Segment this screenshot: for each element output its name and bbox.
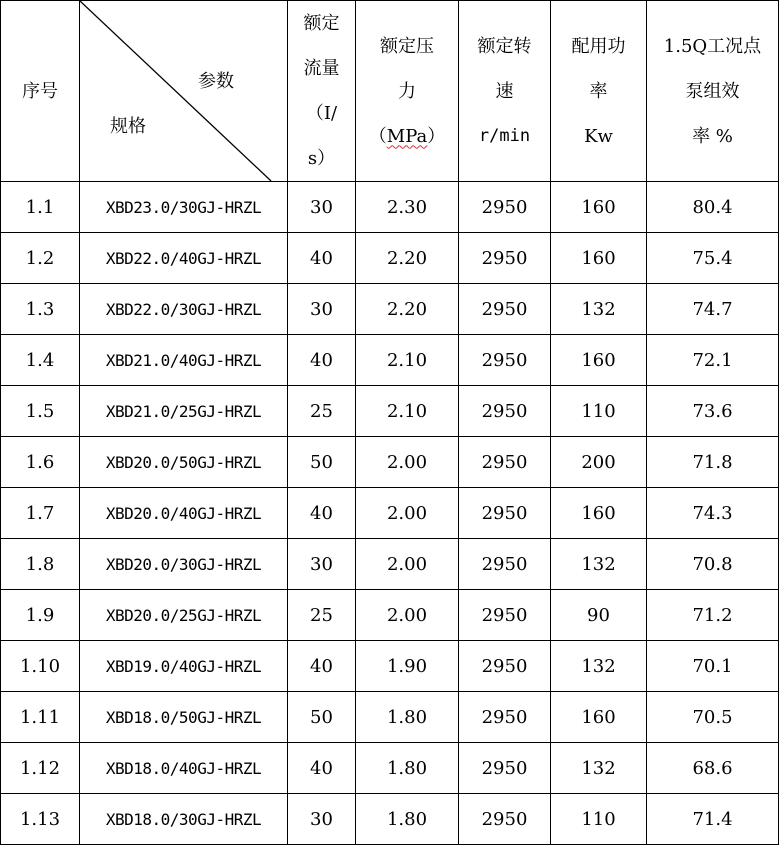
cell-spec: XBD19.0/40GJ-HRZL	[80, 641, 288, 692]
header-eff-line2: 泵组效	[685, 80, 740, 102]
cell-pressure: 1.80	[356, 743, 459, 794]
cell-no: 1.4	[1, 335, 80, 386]
cell-pressure: 2.20	[356, 284, 459, 335]
cell-power: 132	[551, 284, 647, 335]
cell-no: 1.9	[1, 590, 80, 641]
cell-pressure: 2.00	[356, 488, 459, 539]
cell-no: 1.2	[1, 233, 80, 284]
cell-speed: 2950	[459, 437, 551, 488]
paren-close: ）	[427, 125, 446, 147]
cell-spec: XBD21.0/40GJ-HRZL	[80, 335, 288, 386]
header-pressure-line2: 力	[398, 80, 416, 102]
table-row	[1, 743, 779, 794]
cell-pressure: 1.90	[356, 641, 459, 692]
cell-flow: 30	[288, 794, 356, 845]
header-flow-line2: 流量	[303, 58, 340, 79]
cell-pressure: 2.10	[356, 386, 459, 437]
cell-spec: XBD22.0/30GJ-HRZL	[80, 284, 288, 335]
cell-power: 160	[551, 692, 647, 743]
cell-speed: 2950	[459, 692, 551, 743]
cell-pressure: 2.00	[356, 590, 459, 641]
cell-speed: 2950	[459, 335, 551, 386]
cell-no: 1.3	[1, 284, 80, 335]
cell-pressure: 2.30	[356, 182, 459, 233]
cell-speed: 2950	[459, 488, 551, 539]
cell-no: 1.6	[1, 437, 80, 488]
cell-flow: 25	[288, 386, 356, 437]
cell-pressure: 1.80	[356, 692, 459, 743]
table-row	[1, 386, 779, 437]
cell-power: 132	[551, 641, 647, 692]
cell-efficiency: 70.5	[647, 692, 779, 743]
cell-efficiency: 75.4	[647, 233, 779, 284]
header-row	[1, 1, 779, 182]
header-efficiency	[647, 1, 779, 182]
cell-speed: 2950	[459, 182, 551, 233]
header-param: 参数	[198, 71, 234, 92]
cell-spec: XBD20.0/40GJ-HRZL	[80, 488, 288, 539]
table-row	[1, 284, 779, 335]
cell-efficiency: 73.6	[647, 386, 779, 437]
header-flow-line3: （I/	[305, 103, 338, 124]
table-row	[1, 335, 779, 386]
cell-efficiency: 74.3	[647, 488, 779, 539]
table-row	[1, 539, 779, 590]
cell-spec: XBD18.0/40GJ-HRZL	[80, 743, 288, 794]
header-pressure-line1: 额定压	[380, 35, 434, 57]
table-row	[1, 233, 779, 284]
cell-power: 200	[551, 437, 647, 488]
cell-efficiency: 70.1	[647, 641, 779, 692]
cell-flow: 40	[288, 335, 356, 386]
cell-speed: 2950	[459, 743, 551, 794]
cell-spec: XBD23.0/30GJ-HRZL	[80, 182, 288, 233]
cell-flow: 30	[288, 539, 356, 590]
cell-spec: XBD21.0/25GJ-HRZL	[80, 386, 288, 437]
cell-power: 160	[551, 488, 647, 539]
table-row	[1, 590, 779, 641]
header-speed-line1: 额定转	[477, 35, 532, 57]
header-flow	[288, 1, 356, 182]
cell-no: 1.5	[1, 386, 80, 437]
cell-speed: 2950	[459, 794, 551, 845]
cell-power: 160	[551, 335, 647, 386]
cell-efficiency: 74.7	[647, 284, 779, 335]
table-row	[1, 488, 779, 539]
header-speed-unit: r/min	[478, 125, 531, 146]
cell-power: 132	[551, 743, 647, 794]
table-row	[1, 182, 779, 233]
cell-efficiency: 68.6	[647, 743, 779, 794]
header-power-unit: Kw	[584, 125, 613, 147]
cell-flow: 50	[288, 692, 356, 743]
cell-power: 110	[551, 794, 647, 845]
cell-pressure: 1.80	[356, 794, 459, 845]
cell-no: 1.11	[1, 692, 80, 743]
cell-power: 110	[551, 386, 647, 437]
cell-flow: 25	[288, 590, 356, 641]
cell-efficiency: 72.1	[647, 335, 779, 386]
cell-pressure: 2.00	[356, 539, 459, 590]
cell-power: 132	[551, 539, 647, 590]
header-spec-param	[80, 1, 288, 182]
cell-no: 1.8	[1, 539, 80, 590]
cell-spec: XBD20.0/25GJ-HRZL	[80, 590, 288, 641]
diagonal-divider	[80, 1, 287, 181]
cell-efficiency: 71.8	[647, 437, 779, 488]
header-pressure-line3	[356, 114, 458, 159]
cell-efficiency: 71.4	[647, 794, 779, 845]
table-row	[1, 641, 779, 692]
header-flow-line4: s）	[307, 148, 336, 169]
table-row	[1, 692, 779, 743]
cell-efficiency: 80.4	[647, 182, 779, 233]
cell-pressure: 2.00	[356, 437, 459, 488]
cell-efficiency: 71.2	[647, 590, 779, 641]
cell-speed: 2950	[459, 641, 551, 692]
cell-flow: 40	[288, 743, 356, 794]
cell-speed: 2950	[459, 284, 551, 335]
cell-speed: 2950	[459, 386, 551, 437]
cell-no: 1.10	[1, 641, 80, 692]
cell-no: 1.1	[1, 182, 80, 233]
cell-speed: 2950	[459, 590, 551, 641]
cell-no: 1.13	[1, 794, 80, 845]
cell-spec: XBD18.0/50GJ-HRZL	[80, 692, 288, 743]
cell-flow: 40	[288, 488, 356, 539]
cell-speed: 2950	[459, 539, 551, 590]
cell-pressure: 2.10	[356, 335, 459, 386]
cell-spec: XBD20.0/30GJ-HRZL	[80, 539, 288, 590]
cell-flow: 40	[288, 233, 356, 284]
cell-no: 1.7	[1, 488, 80, 539]
header-power-line1: 配用功	[571, 35, 626, 57]
header-speed	[459, 1, 551, 182]
header-no: 序号	[1, 1, 80, 182]
header-flow-line1: 额定	[303, 13, 340, 34]
cell-flow: 30	[288, 284, 356, 335]
header-pressure	[356, 1, 459, 182]
header-spec: 规格	[110, 116, 146, 137]
cell-spec: XBD22.0/40GJ-HRZL	[80, 233, 288, 284]
header-speed-line2: 速	[495, 80, 514, 102]
table-row	[1, 437, 779, 488]
cell-flow: 30	[288, 182, 356, 233]
cell-flow: 50	[288, 437, 356, 488]
header-power-line2: 率	[589, 80, 608, 102]
cell-flow: 40	[288, 641, 356, 692]
table-row	[1, 794, 779, 845]
cell-power: 90	[551, 590, 647, 641]
cell-power: 160	[551, 182, 647, 233]
paren-open: （	[368, 125, 387, 147]
cell-pressure: 2.20	[356, 233, 459, 284]
header-eff-line3: 率 %	[692, 125, 733, 147]
cell-spec: XBD18.0/30GJ-HRZL	[80, 794, 288, 845]
cell-efficiency: 70.8	[647, 539, 779, 590]
cell-speed: 2950	[459, 233, 551, 284]
header-power	[551, 1, 647, 182]
cell-no: 1.12	[1, 743, 80, 794]
header-eff-line1: 1.5Q工况点	[663, 35, 762, 57]
unit-mpa: MPa	[386, 125, 428, 147]
cell-power: 160	[551, 233, 647, 284]
cell-spec: XBD20.0/50GJ-HRZL	[80, 437, 288, 488]
